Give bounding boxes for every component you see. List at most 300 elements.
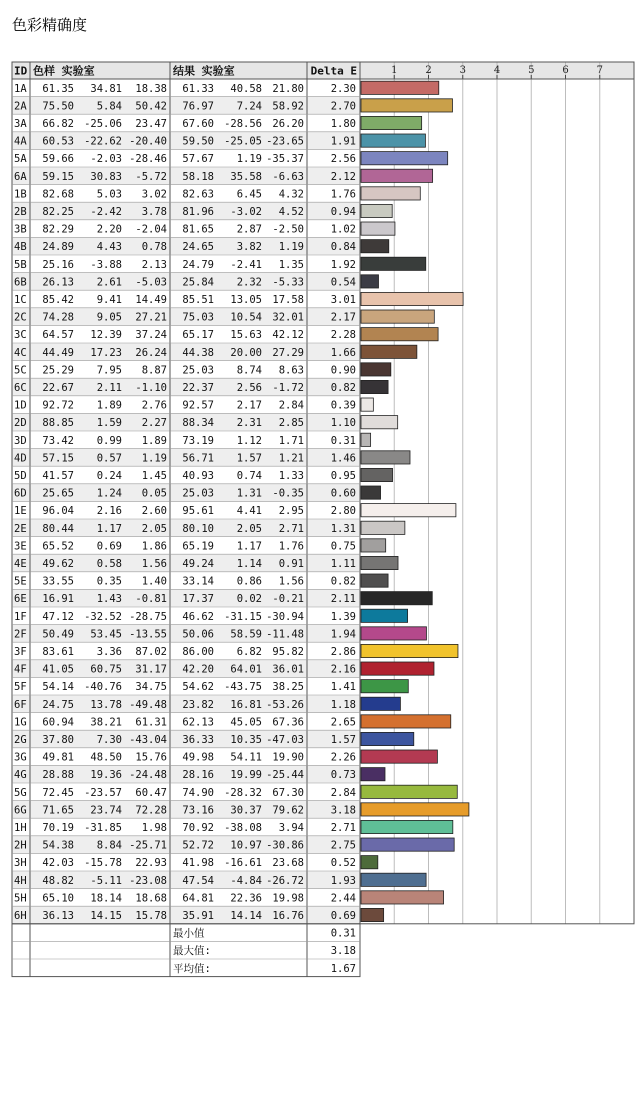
delta-bar-5G <box>361 785 457 798</box>
sample-lab-value: -2.42 <box>90 206 122 218</box>
result-lab-value: 8.74 <box>236 364 262 377</box>
sample-lab-value: 2.05 <box>141 522 167 535</box>
result-lab-value: 95.61 <box>182 505 214 518</box>
result-lab-value: 73.16 <box>182 804 214 817</box>
sample-lab-value: 0.35 <box>96 575 122 588</box>
delta-e-value: 2.44 <box>330 892 356 905</box>
sample-lab-value: 73.42 <box>42 434 74 447</box>
delta-e-value: 1.80 <box>330 118 356 130</box>
result-lab-value: 58.92 <box>272 100 304 113</box>
sample-lab-value: 1.40 <box>141 575 167 588</box>
sample-lab-value: -43.04 <box>129 734 167 746</box>
sample-lab-value: 92.72 <box>42 399 74 412</box>
sample-lab-value: 50.42 <box>135 100 167 113</box>
delta-bar-2G <box>361 732 414 745</box>
delta-e-value: 1.46 <box>330 452 356 465</box>
sample-lab-value: -23.08 <box>129 874 167 887</box>
row-id: 6G <box>14 804 27 817</box>
result-lab-value: 70.92 <box>182 822 214 834</box>
result-lab-value: 1.17 <box>236 540 262 553</box>
sample-lab-value: 25.16 <box>42 258 74 271</box>
sample-lab-value: 2.13 <box>141 258 167 271</box>
sample-lab-value: 9.05 <box>96 311 122 324</box>
sample-lab-value: 25.65 <box>42 487 74 500</box>
sample-lab-value: 0.05 <box>141 487 167 500</box>
result-lab-value: -16.61 <box>224 857 262 870</box>
result-lab-value: -43.75 <box>224 681 262 694</box>
sample-lab-value: 48.82 <box>42 874 74 887</box>
result-lab-value: 35.58 <box>230 170 262 183</box>
delta-e-value: 3.01 <box>330 294 356 306</box>
sample-lab-value: 15.78 <box>135 910 167 922</box>
sample-lab-value: 41.05 <box>42 663 74 676</box>
delta-bar-1G <box>361 715 451 728</box>
delta-bar-6D <box>361 486 381 499</box>
row-id: 2A <box>14 100 27 113</box>
delta-bar-3H <box>361 856 378 869</box>
delta-bar-5C <box>361 363 391 376</box>
delta-bar-1D <box>361 398 373 411</box>
delta-bar-3C <box>361 328 438 341</box>
x-tick-label: 4 <box>493 65 501 76</box>
result-lab-value: 1.56 <box>278 575 304 588</box>
result-lab-value: -35.37 <box>266 153 304 166</box>
result-lab-value: 2.85 <box>278 417 304 430</box>
result-lab-value: 1.14 <box>236 558 262 570</box>
x-tick-label: 5 <box>528 65 535 76</box>
delta-e-value: 1.93 <box>330 874 356 887</box>
sample-lab-value: -32.52 <box>84 610 122 623</box>
result-lab-value: 8.63 <box>278 364 304 377</box>
delta-bar-2A <box>361 99 452 112</box>
delta-e-value: 1.39 <box>330 610 356 623</box>
x-tick-label: 6 <box>562 65 569 76</box>
result-lab-value: 23.68 <box>272 857 304 870</box>
sample-lab-value: -2.03 <box>90 153 122 166</box>
delta-e-value: 1.91 <box>330 135 356 148</box>
result-lab-value: 58.59 <box>230 628 262 641</box>
sample-lab-value: 48.50 <box>90 751 122 764</box>
sample-lab-value: 33.55 <box>42 575 74 588</box>
result-lab-value: 1.12 <box>236 434 262 447</box>
delta-e-value: 1.11 <box>330 558 356 570</box>
summary-label: 平均值: <box>173 962 211 975</box>
row-id: 5C <box>14 364 27 377</box>
result-lab-value: 95.82 <box>272 646 304 658</box>
result-lab-value: 17.37 <box>182 593 214 606</box>
result-lab-value: 32.01 <box>272 311 304 324</box>
sample-lab-value: 50.49 <box>42 628 74 641</box>
delta-bar-3D <box>361 433 371 446</box>
result-lab-value: 2.87 <box>236 223 262 236</box>
sample-lab-value: 66.82 <box>42 118 74 130</box>
sample-lab-value: 2.61 <box>96 276 122 289</box>
result-lab-value: -31.15 <box>224 610 262 623</box>
result-lab-value: -26.72 <box>266 874 304 887</box>
row-id: 3D <box>14 434 27 447</box>
result-lab-value: 49.24 <box>182 558 214 570</box>
row-id: 5D <box>14 470 27 482</box>
row-id: 6F <box>14 698 27 711</box>
result-lab-value: 23.82 <box>182 698 214 711</box>
sample-lab-value: 1.45 <box>141 470 167 482</box>
sample-lab-value: -5.72 <box>135 170 167 183</box>
result-lab-value: 1.71 <box>278 434 304 447</box>
delta-e-value: 2.56 <box>330 153 356 166</box>
sample-lab-value: 34.75 <box>135 681 167 694</box>
result-lab-value: 13.05 <box>230 294 262 306</box>
result-lab-value: -23.65 <box>266 135 304 148</box>
row-id: 5A <box>14 153 27 166</box>
row-id: 1G <box>14 716 27 729</box>
delta-e-value: 0.84 <box>330 241 356 254</box>
sample-lab-value: 87.02 <box>135 646 167 658</box>
delta-bar-4F <box>361 662 434 675</box>
result-lab-value: -28.32 <box>224 786 262 799</box>
summary-value: 0.31 <box>330 927 356 940</box>
sample-lab-value: 37.80 <box>42 734 74 746</box>
row-id: 4C <box>14 346 27 359</box>
sample-lab-value: 38.21 <box>90 716 122 729</box>
result-lab-value: 10.97 <box>230 839 262 852</box>
sample-lab-value: -23.57 <box>84 786 122 799</box>
delta-bar-2D <box>361 416 398 429</box>
sample-lab-value: -5.03 <box>135 276 167 289</box>
result-lab-value: 58.18 <box>182 170 214 183</box>
result-lab-value: 74.90 <box>182 786 214 799</box>
result-lab-value: -53.26 <box>266 698 304 711</box>
result-lab-value: 19.98 <box>272 892 304 905</box>
sample-lab-value: 3.02 <box>141 188 167 201</box>
sample-lab-value: 1.89 <box>141 434 167 447</box>
row-id: 6E <box>14 593 27 606</box>
result-lab-value: 88.34 <box>182 417 214 430</box>
sample-lab-value: 30.83 <box>90 170 122 183</box>
x-tick-label: 7 <box>596 65 603 76</box>
delta-e-value: 3.18 <box>330 804 356 817</box>
delta-e-value: 1.10 <box>330 417 356 430</box>
result-lab-value: 20.00 <box>230 346 262 359</box>
result-lab-value: 7.24 <box>236 100 262 113</box>
delta-bar-6H <box>361 908 384 921</box>
sample-lab-value: 1.43 <box>96 593 122 606</box>
row-id: 1B <box>14 188 27 201</box>
delta-bar-4G <box>361 768 385 781</box>
result-lab-value: -0.21 <box>272 593 304 606</box>
sample-lab-value: 9.41 <box>96 294 122 306</box>
sample-lab-value: -13.55 <box>129 628 167 641</box>
sample-lab-value: 1.86 <box>141 540 167 553</box>
sample-lab-value: 70.19 <box>42 822 74 834</box>
delta-e-value: 0.39 <box>330 399 356 412</box>
sample-lab-value: 1.59 <box>96 417 122 430</box>
result-lab-value: -2.41 <box>230 258 262 271</box>
result-lab-value: 4.41 <box>236 505 262 518</box>
delta-bar-5H <box>361 891 444 904</box>
result-lab-value: 82.63 <box>182 188 214 201</box>
sample-lab-value: 60.75 <box>90 663 122 676</box>
result-lab-value: 49.98 <box>182 751 214 764</box>
sample-lab-value: 5.84 <box>96 100 122 113</box>
delta-bar-1E <box>361 504 456 517</box>
sample-lab-value: 14.15 <box>90 910 122 922</box>
sample-lab-value: 2.76 <box>141 399 167 412</box>
delta-e-value: 0.75 <box>330 540 356 553</box>
sample-lab-value: 2.20 <box>96 223 122 236</box>
sample-lab-value: 8.84 <box>96 839 122 852</box>
delta-e-value: 1.18 <box>330 698 356 711</box>
result-lab-value: 81.65 <box>182 223 214 236</box>
delta-e-value: 1.94 <box>330 628 356 641</box>
result-lab-value: 54.62 <box>182 681 214 694</box>
sample-lab-value: 12.39 <box>90 329 122 342</box>
sample-lab-value: -40.76 <box>84 681 122 694</box>
row-id: 2B <box>14 206 27 218</box>
sample-lab-value: 65.52 <box>42 540 74 553</box>
delta-bar-4C <box>361 345 417 358</box>
sample-lab-value: 19.36 <box>90 769 122 782</box>
row-id: 4F <box>14 663 27 676</box>
delta-bar-4B <box>361 240 389 253</box>
sample-lab-value: 82.25 <box>42 206 74 218</box>
result-lab-value: 24.65 <box>182 241 214 254</box>
delta-bar-5D <box>361 468 393 481</box>
result-lab-value: 0.02 <box>236 593 262 606</box>
sample-lab-value: 23.74 <box>90 804 122 817</box>
delta-bar-6B <box>361 275 378 288</box>
sample-lab-value: 2.27 <box>141 417 167 430</box>
result-lab-value: 40.58 <box>230 82 262 95</box>
result-lab-value: 41.98 <box>182 857 214 870</box>
row-id: 3H <box>14 857 27 870</box>
result-lab-value: 57.67 <box>182 153 214 166</box>
row-id: 3G <box>14 751 27 764</box>
result-lab-value: 25.03 <box>182 487 214 500</box>
delta-bar-5A <box>361 152 448 165</box>
delta-e-value: 1.66 <box>330 346 356 359</box>
result-lab-value: 17.58 <box>272 294 304 306</box>
row-id: 5F <box>14 681 27 694</box>
sample-lab-value: 8.87 <box>141 364 167 377</box>
sample-lab-value: 1.89 <box>96 399 122 412</box>
sample-lab-value: 4.43 <box>96 241 122 254</box>
result-lab-value: 56.71 <box>182 452 214 465</box>
sample-lab-value: 31.17 <box>135 663 167 676</box>
delta-e-value: 2.65 <box>330 716 356 729</box>
row-id: 3C <box>14 329 27 342</box>
sample-lab-value: -5.11 <box>90 874 122 887</box>
sample-lab-value: 34.81 <box>90 82 122 95</box>
sample-lab-value: 1.19 <box>141 452 167 465</box>
summary-value: 1.67 <box>330 962 356 975</box>
result-lab-value: 38.25 <box>272 681 304 694</box>
row-id: 4E <box>14 558 27 570</box>
sample-lab-value: 2.11 <box>96 382 122 394</box>
result-lab-value: 61.33 <box>182 82 214 95</box>
sample-lab-value: 0.69 <box>96 540 122 553</box>
result-lab-value: 36.33 <box>182 734 214 746</box>
sample-lab-value: 54.14 <box>42 681 74 694</box>
sample-lab-value: 7.95 <box>96 364 122 377</box>
result-lab-value: 4.52 <box>278 206 304 218</box>
sample-lab-value: -25.06 <box>84 118 122 130</box>
sample-lab-value: 5.03 <box>96 188 122 201</box>
delta-e-value: 0.73 <box>330 769 356 782</box>
row-id: 3E <box>14 540 27 553</box>
delta-e-value: 2.71 <box>330 822 356 834</box>
result-lab-value: 81.96 <box>182 206 214 218</box>
result-lab-value: 67.30 <box>272 786 304 799</box>
result-lab-value: 2.71 <box>278 522 304 535</box>
sample-lab-value: 14.49 <box>135 294 167 306</box>
sample-lab-value: 18.38 <box>135 82 167 95</box>
result-lab-value: -0.35 <box>272 487 304 500</box>
delta-e-value: 0.60 <box>330 487 356 500</box>
result-lab-value: 2.95 <box>278 505 304 518</box>
sample-lab-value: 60.94 <box>42 716 74 729</box>
sample-lab-value: 61.31 <box>135 716 167 729</box>
sample-lab-value: 26.13 <box>42 276 74 289</box>
sample-lab-value: 57.15 <box>42 452 74 465</box>
sample-lab-value: 0.78 <box>141 241 167 254</box>
result-lab-value: 45.05 <box>230 716 262 729</box>
result-lab-value: 6.82 <box>236 646 262 658</box>
delta-e-value: 0.54 <box>330 276 356 289</box>
page-title: 色彩精确度 <box>12 16 88 34</box>
result-lab-value: 36.01 <box>272 663 304 676</box>
row-id: 4D <box>14 452 27 465</box>
sample-lab-value: 17.23 <box>90 346 122 359</box>
sample-lab-value: 42.03 <box>42 857 74 870</box>
result-lab-value: 1.57 <box>236 452 262 465</box>
delta-bar-4D <box>361 451 410 464</box>
sample-lab-value: 44.49 <box>42 346 74 359</box>
sample-lab-value: 82.68 <box>42 188 74 201</box>
delta-bar-6A <box>361 169 433 182</box>
result-lab-value: 65.19 <box>182 540 214 553</box>
result-lab-value: 26.20 <box>272 118 304 130</box>
sample-lab-value: 18.68 <box>135 892 167 905</box>
sample-lab-value: 49.81 <box>42 751 74 764</box>
delta-bar-6G <box>361 803 469 816</box>
delta-bar-6E <box>361 592 432 605</box>
result-lab-value: 52.72 <box>182 839 214 852</box>
delta-e-value: 0.52 <box>330 857 356 870</box>
sample-lab-value: -22.62 <box>84 135 122 148</box>
sample-lab-value: -28.75 <box>129 610 167 623</box>
result-lab-value: 0.91 <box>278 558 304 570</box>
result-lab-value: 85.51 <box>182 294 214 306</box>
sample-lab-value: 24.89 <box>42 241 74 254</box>
result-lab-value: -3.02 <box>230 206 262 218</box>
sample-lab-value: 13.78 <box>90 698 122 711</box>
sample-lab-value: 25.29 <box>42 364 74 377</box>
result-lab-value: 35.91 <box>182 910 214 922</box>
sample-lab-value: 1.24 <box>96 487 122 500</box>
sample-lab-value: 60.53 <box>42 135 74 148</box>
result-lab-value: 4.32 <box>278 188 304 201</box>
row-id: 2E <box>14 522 27 535</box>
delta-e-value: 2.80 <box>330 505 356 518</box>
delta-bar-3B <box>361 222 395 235</box>
sample-lab-value: 22.93 <box>135 857 167 870</box>
delta-e-value: 2.86 <box>330 646 356 658</box>
sample-lab-value: 74.28 <box>42 311 74 324</box>
result-lab-value: 2.84 <box>278 399 304 412</box>
delta-e-value: 0.69 <box>330 910 356 922</box>
result-lab-value: 54.11 <box>230 751 262 764</box>
sample-lab-value: -25.71 <box>129 839 167 852</box>
sample-lab-value: 26.24 <box>135 346 167 359</box>
delta-e-value: 0.82 <box>330 575 356 588</box>
delta-e-value: 0.90 <box>330 364 356 377</box>
delta-e-value: 1.02 <box>330 223 356 236</box>
delta-bar-4E <box>361 556 398 569</box>
sample-lab-value: 16.91 <box>42 593 74 606</box>
delta-bar-2F <box>361 627 426 640</box>
sample-lab-value: 37.24 <box>135 329 167 342</box>
row-id: 1A <box>14 82 27 95</box>
result-lab-value: 25.03 <box>182 364 214 377</box>
result-lab-value: 92.57 <box>182 399 214 412</box>
delta-e-value: 2.30 <box>330 82 356 95</box>
row-id: 2F <box>14 628 27 641</box>
result-lab-value: 2.56 <box>236 382 262 394</box>
sample-lab-value: 1.56 <box>141 558 167 570</box>
sample-lab-value: 59.15 <box>42 170 74 183</box>
delta-bar-1H <box>361 820 453 833</box>
result-lab-value: 6.45 <box>236 188 262 201</box>
delta-bar-2B <box>361 204 392 217</box>
result-lab-value: 1.35 <box>278 258 304 271</box>
result-lab-value: 47.54 <box>182 874 214 887</box>
delta-e-value: 0.82 <box>330 382 356 394</box>
delta-e-value: 0.94 <box>330 206 356 218</box>
result-lab-value: 24.79 <box>182 258 214 271</box>
sample-lab-value: 65.10 <box>42 892 74 905</box>
sample-lab-value: -3.88 <box>90 258 122 271</box>
sample-lab-value: -49.48 <box>129 698 167 711</box>
delta-e-value: 2.28 <box>330 329 356 342</box>
result-lab-value: 22.36 <box>230 892 262 905</box>
delta-e-value: 2.26 <box>330 751 356 764</box>
result-lab-value: -2.50 <box>272 223 304 236</box>
sample-lab-value: 49.62 <box>42 558 74 570</box>
sample-lab-value: 83.61 <box>42 646 74 658</box>
result-lab-value: 2.32 <box>236 276 262 289</box>
sample-lab-value: -0.81 <box>135 593 167 606</box>
delta-bar-1A <box>361 81 439 94</box>
delta-e-value: 2.17 <box>330 311 356 324</box>
result-lab-value: -47.03 <box>266 734 304 746</box>
result-lab-value: 2.05 <box>236 522 262 535</box>
row-id: 3F <box>14 646 27 658</box>
row-id: 6D <box>14 487 27 500</box>
delta-bar-3A <box>361 116 422 129</box>
delta-bar-6F <box>361 697 400 710</box>
result-lab-value: 16.76 <box>272 910 304 922</box>
result-lab-value: 10.35 <box>230 734 262 746</box>
sample-lab-value: 80.44 <box>42 522 74 535</box>
row-id: 2H <box>14 839 27 852</box>
summary-rows <box>173 927 356 975</box>
result-lab-value: 28.16 <box>182 769 214 782</box>
row-id: 4H <box>14 874 27 887</box>
row-id: 1H <box>14 822 27 834</box>
result-lab-value: 40.93 <box>182 470 214 482</box>
result-lab-value: -5.33 <box>272 276 304 289</box>
result-lab-value: 27.29 <box>272 346 304 359</box>
